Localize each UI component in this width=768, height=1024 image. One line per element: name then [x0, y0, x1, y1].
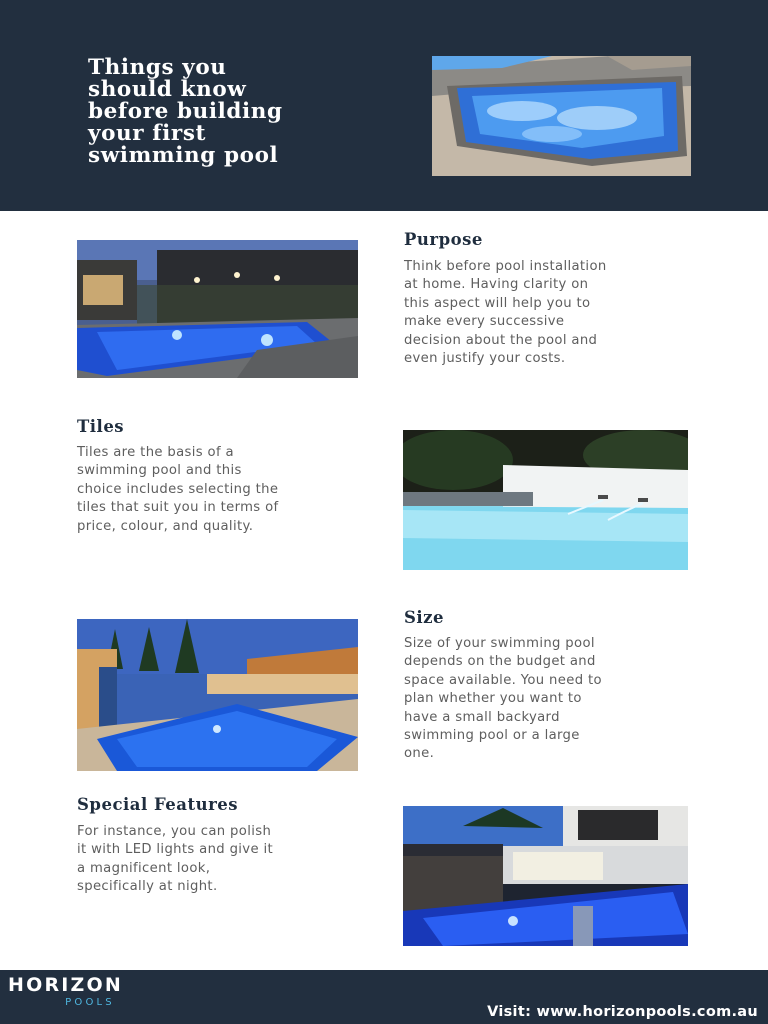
section-title-tiles: Tiles — [77, 417, 125, 436]
section-title-purpose: Purpose — [404, 230, 483, 249]
hero-pool-photo — [432, 56, 691, 176]
page-title: Things you should know before building your first swimming pool — [88, 55, 283, 168]
section-text-purpose: Think before pool installation at home. Having clarity on this aspect will help you to make every successive decision about the pool and even justify your costs. — [404, 259, 607, 367]
special-features-pool-photo — [403, 806, 688, 946]
footer-banner — [0, 970, 768, 1024]
section-text-special-features: For instance, you can polish it with LED lights and give it a magnificent look, specifically at night. — [77, 824, 273, 895]
logo-wordmark: HORIZON — [8, 974, 123, 996]
website-link[interactable]: Visit: www.horizonpools.com.au — [487, 1004, 758, 1020]
section-text-tiles: Tiles are the basis of a swimming pool and this choice includes selecting the tiles that suit you in terms of price, colour, and quality. — [77, 445, 279, 534]
size-pool-photo — [77, 619, 358, 771]
purpose-pool-photo — [77, 240, 358, 378]
logo-subtitle: POOLS — [65, 997, 115, 1008]
section-title-size: Size — [404, 608, 445, 627]
section-text-size: Size of your swimming pool depends on the budget and space available. You need to plan whether you want to have a small backyard swimming pool or a large one. — [404, 636, 602, 762]
tiles-pool-photo — [403, 430, 688, 570]
section-title-special-features: Special Features — [77, 795, 239, 814]
header-banner — [0, 0, 768, 211]
horizon-pools-logo[interactable] — [8, 974, 172, 1008]
